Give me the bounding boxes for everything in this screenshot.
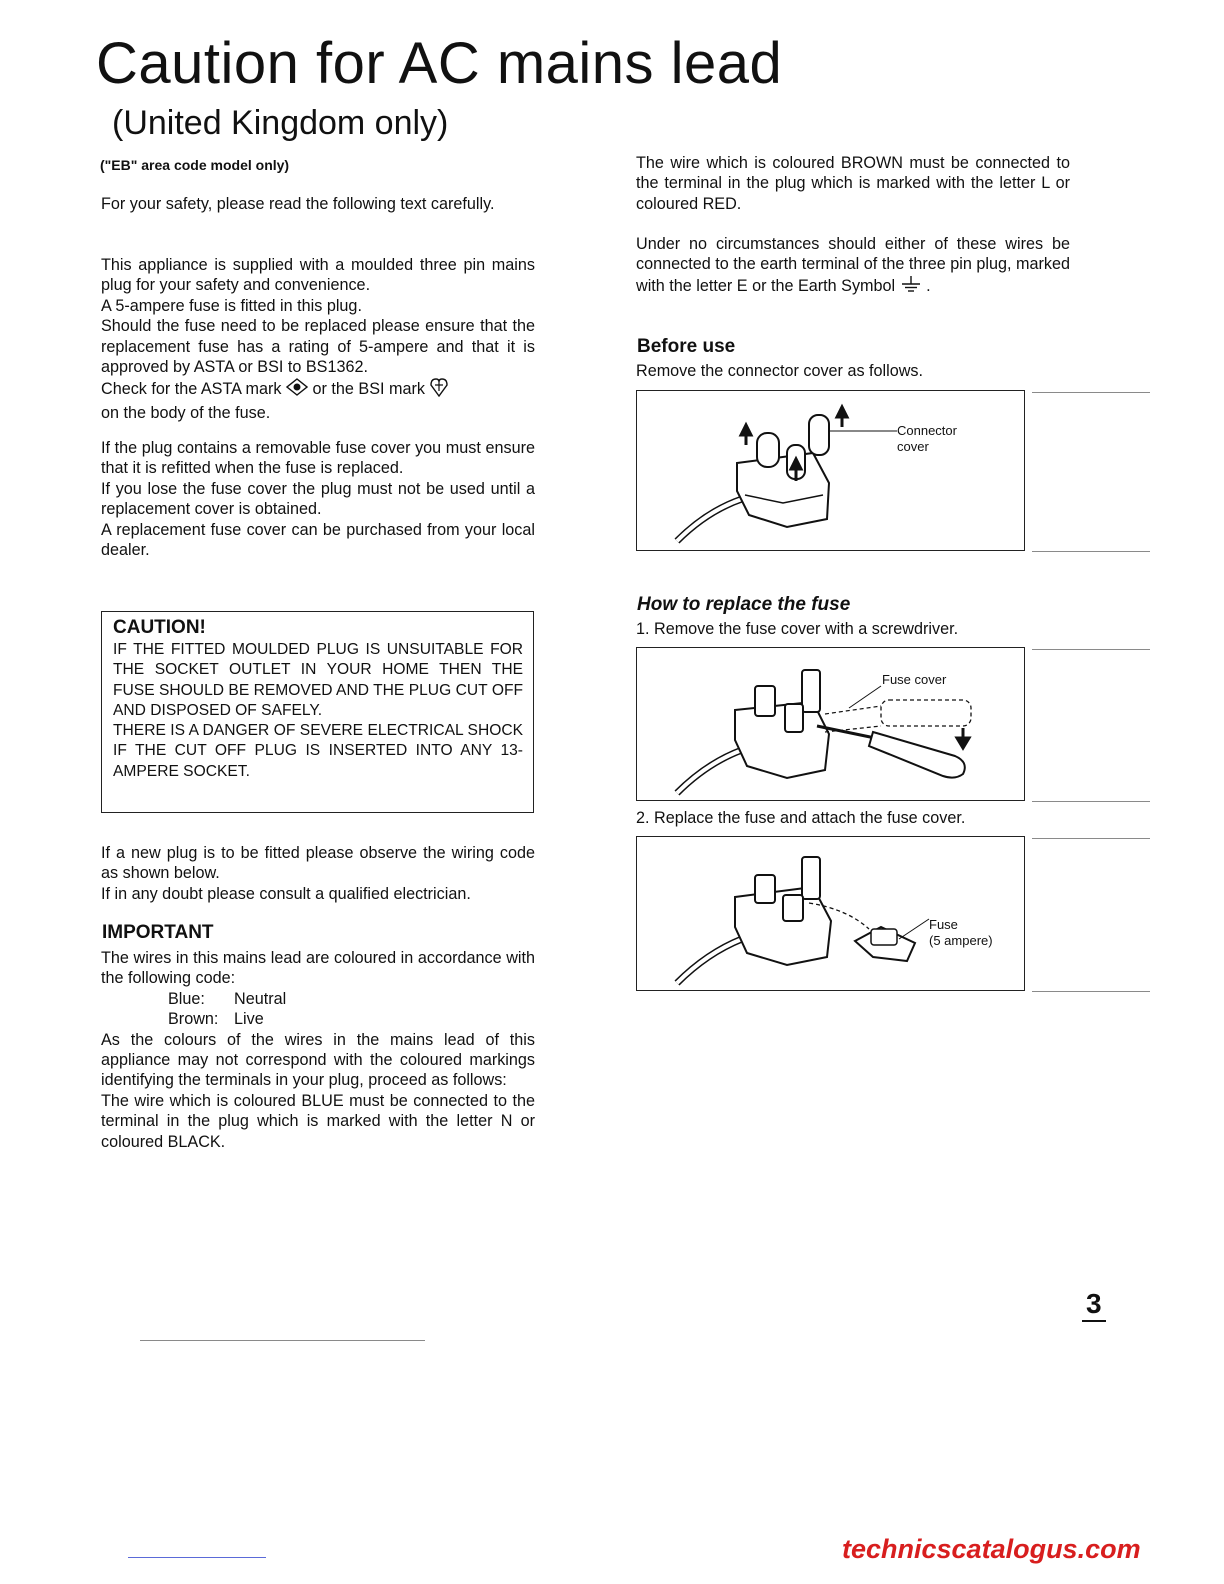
page-subtitle: (United Kingdom only) — [112, 104, 449, 142]
earth-symbol-icon — [900, 275, 922, 298]
cover-line-2: If you lose the fuse cover the plug must not be used until a replacement cover is obtained. — [101, 479, 535, 519]
new-plug-line-1: If a new plug is to be fitted please observe the wiring code as shown below. — [101, 844, 535, 883]
cover-line-3: A replacement fuse cover can be purchased from your local dealer. — [101, 520, 535, 560]
asta-check-text: Check for the ASTA mark — [101, 380, 282, 399]
plug-connector-illustration — [637, 391, 1023, 549]
wire-code-row-brown — [101, 1009, 535, 1029]
intro-text: For your safety, please read the following text carefully. — [101, 195, 495, 213]
caution-box — [101, 611, 534, 813]
cover-line-1: If the plug contains a removable fuse cover you must ensure that it is refitted when the fuse is replaced. — [101, 439, 535, 478]
connector-cover-figure — [636, 390, 1025, 551]
caution-line-1: IF THE FITTED MOULDED PLUG IS UNSUITABLE FOR THE SOCKET OUTLET IN YOUR HOME THEN THE FUSE SHOULD BE REMOVED AND THE PLUG CUT OFF AND DISPOSED OF SAFELY. — [113, 641, 523, 719]
wire-code-row-blue — [101, 989, 535, 1009]
fuse-rating-label: Fuse (5 ampere) — [929, 917, 993, 948]
scan-dash — [1032, 392, 1150, 393]
caution-line-2: THERE IS A DANGER OF SEVERE ELECTRICAL SHOCK IF THE CUT OFF PLUG IS INSERTED INTO ANY 13-AMPERE SOCKET. — [113, 722, 523, 780]
intro-paragraph — [101, 194, 535, 214]
remove-fuse-cover-figure — [636, 647, 1025, 801]
wire-code-label: Blue: — [168, 989, 205, 1008]
watermark: technicscatalogus.com — [842, 1534, 1141, 1564]
step-1-text: 1. Remove the fuse cover with a screwdriver. — [636, 620, 959, 638]
supply-line-1: This appliance is supplied with a moulded three pin mains plug for your safety and convenience. — [101, 256, 535, 295]
supply-line-5: on the body of the fuse. — [101, 403, 271, 422]
bsi-mark-text: or the BSI mark — [312, 380, 425, 399]
as-colours-text: As the colours of the wires in the mains lead of this appliance may not correspond with the coloured markings identifying the terminals in your plug, proceed as follows: — [101, 1030, 535, 1090]
new-plug-line-2: If in any doubt please consult a qualified electrician. — [101, 884, 471, 903]
page-number: 3 — [1082, 1288, 1106, 1322]
page-title: Caution for AC mains lead — [96, 31, 783, 96]
supply-line-3: Should the fuse need to be replaced please ensure that the replacement fuse has a rating of 5-ampere and that it is approved by ASTA or BSI to BS1362. — [101, 317, 535, 377]
connector-cover-label: Connector cover — [897, 423, 957, 454]
brown-wire-text: The wire which is coloured BROWN must be connected to the terminal in the plug which is marked with the letter L or coloured RED. — [636, 154, 1070, 213]
step-2-text: 2. Replace the fuse and attach the fuse cover. — [636, 809, 966, 827]
scan-dash — [140, 1340, 425, 1341]
scan-dash — [1032, 991, 1150, 992]
fuse-insert-illustration — [637, 837, 1023, 989]
bsi-kitemark-icon — [429, 377, 449, 402]
important-intro: The wires in this mains lead are coloured in accordance with the following code: — [101, 949, 535, 988]
earth-warning-text — [636, 234, 1070, 298]
new-plug-paragraph — [101, 843, 535, 904]
earth-warning-body: Under no circumstances should either of these wires be connected to the earth terminal of the three pin plug, marked with the letter E or the Earth Symbol — [636, 235, 1070, 295]
earth-warning-period: . — [926, 276, 931, 295]
before-use-text: Remove the connector cover as follows. — [636, 362, 924, 380]
before-use-heading: Before use — [637, 336, 736, 357]
important-section — [101, 948, 535, 1152]
wire-code-label: Brown: — [168, 1010, 219, 1029]
replace-fuse-heading: How to replace the fuse — [637, 594, 851, 615]
caution-title: CAUTION! — [113, 617, 206, 638]
area-code-note: ("EB" area code model only) — [100, 157, 290, 173]
important-heading: IMPORTANT — [102, 922, 214, 943]
fuse-cover-label: Fuse cover — [882, 672, 947, 687]
earth-warning-paragraph — [636, 234, 1070, 298]
wire-code-value: Neutral — [234, 989, 287, 1008]
scan-dash — [128, 1557, 266, 1558]
screwdriver-illustration — [637, 648, 1023, 799]
scan-dash — [1032, 551, 1150, 552]
attach-fuse-figure — [636, 836, 1025, 991]
blue-wire-text: The wire which is coloured BLUE must be connected to the terminal in the plug which is marked with the letter N or coloured BLACK. — [101, 1091, 535, 1151]
wire-code-value: Live — [234, 1010, 264, 1029]
supply-line-2: A 5-ampere fuse is fitted in this plug. — [101, 296, 362, 315]
asta-mark-icon — [286, 378, 308, 401]
scan-dash — [1032, 801, 1150, 802]
brown-wire-paragraph — [636, 153, 1070, 214]
caution-body — [113, 640, 523, 782]
supply-paragraph — [101, 255, 535, 423]
scan-dash — [1032, 649, 1150, 650]
fuse-cover-paragraph — [101, 438, 535, 560]
scan-dash — [1032, 838, 1150, 839]
supply-line-4 — [101, 377, 535, 402]
